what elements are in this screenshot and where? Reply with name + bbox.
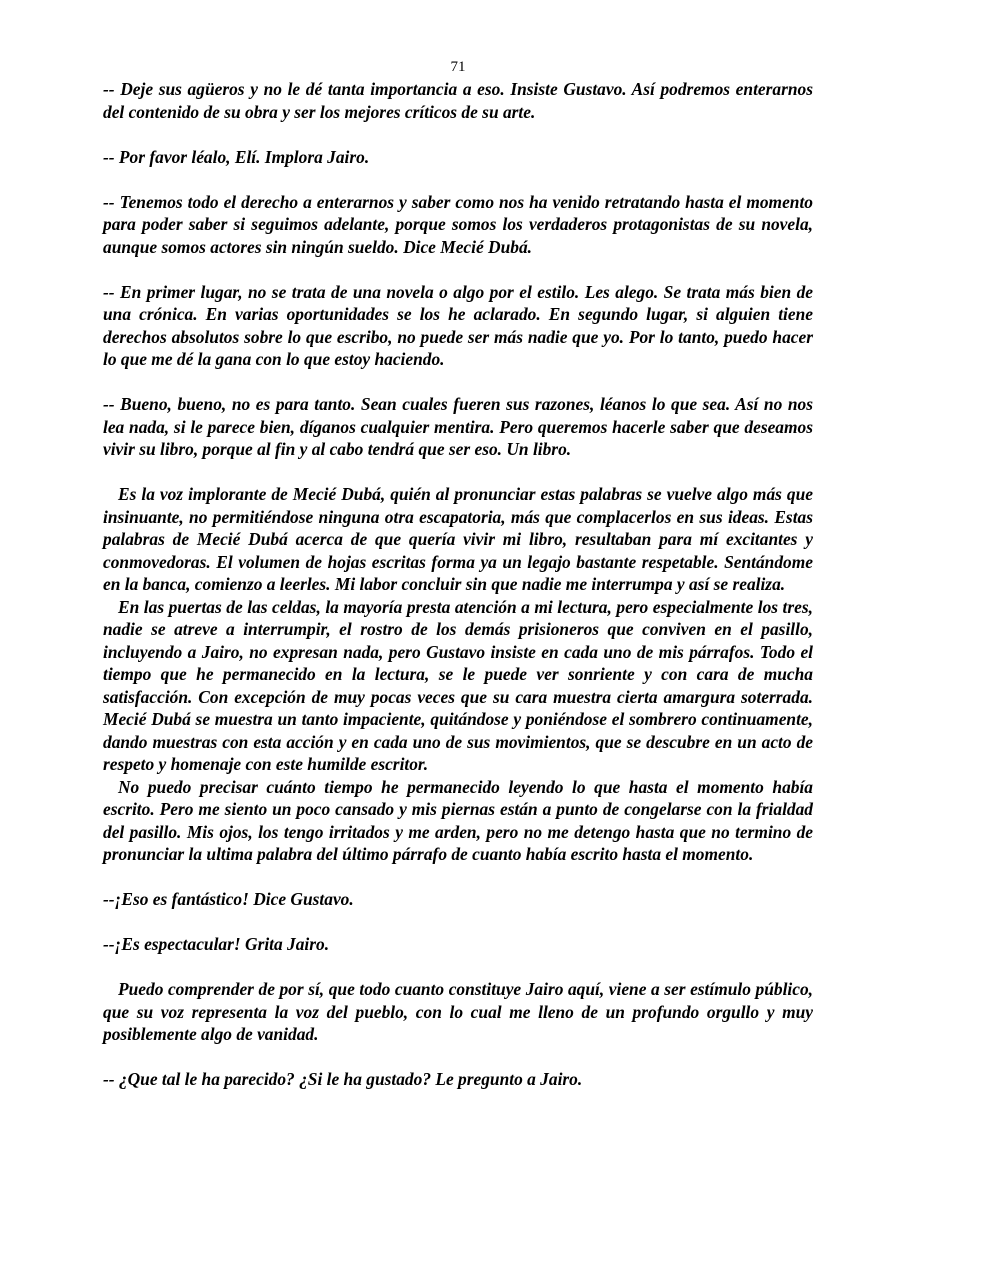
paragraph: -- Bueno, bueno, no es para tanto. Sean cuales fueren sus razones, léanos lo que sea. Así no nos lea nada, si le parece bien, díganos cualquier mentira. Pero queremos hacerle saber que deseamos vivir su libro, porque al fin y al cabo tendrá que ser eso. Un libro. <box>103 394 813 459</box>
paragraph: En las puertas de las celdas, la mayoría presta atención a mi lectura, pero especialmente los tres, nadie se atreve a interrumpir, el rostro de los demás prisioneros que conviven en el pasillo, incluyendo a Jairo, no expresan nada, pero Gustavo insiste en cada uno de mis párrafos. Todo el tiempo que he permanecido en la lectura, se le puede ver sonriente y con cara de mucha satisfacción. Con excepción de muy pocas veces que su cara muestra cierta amargura soterrada. Mecié Dubá se muestra un tanto impaciente, quitándose y poniéndose el sombrero continuamente, dando muestras con esta acción y en cada uno de sus movimientos, que se descubre en un acto de respeto y homenaje con este humilde escritor. <box>103 596 813 774</box>
paragraph: --¡Eso es fantástico! Dice Gustavo. <box>103 889 354 909</box>
paragraph: -- En primer lugar, no se trata de una novela o algo por el estilo. Les alego. Se trata más bien de una crónica. En varias oportunidades se los he aclarado. En segundo lugar, si alguien tiene derechos absolutos sobre lo que escribo, no puede ser más nadie que yo. Por lo tanto, puedo hacer lo que me dé la gana con lo que estoy haciendo. <box>103 281 813 369</box>
paragraph: --¡Es espectacular! Grita Jairo. <box>103 934 330 954</box>
paragraph: No puedo precisar cuánto tiempo he permanecido leyendo lo que hasta el momento había escrito. Pero me siento un poco cansado y mis piernas están a punto de congelarse con la frialdad del pasillo. Mis ojos, los tengo irritados y me arden, pero no me detengo hasta que no termino de pronunciar la ultima palabra del último párrafo de cuanto había escrito hasta el momento. <box>103 776 813 864</box>
paragraph: -- Por favor léalo, Elí. Implora Jairo. <box>103 146 370 167</box>
paragraph: -- ¿Que tal le ha parecido? ¿Si le ha gustado? Le pregunto a Jairo. <box>103 1069 583 1089</box>
body-text <box>103 78 813 1091</box>
page-number: 71 <box>450 59 466 75</box>
paragraph: Puedo comprender de por sí, que todo cuanto constituye Jairo aquí, viene a ser estímulo público, que su voz representa la voz del pueblo, con lo cual me lleno de un profundo orgullo y muy posiblemente algo de vanidad. <box>103 979 813 1044</box>
paragraph: Es la voz implorante de Mecié Dubá, quién al pronunciar estas palabras se vuelve algo más que insinuante, no permitiéndose ninguna otra escapatoria, más que complacerlos en sus ideas. Estas palabras de Mecié Dubá acerca de que quería vivir mi libro, resultaban para mí excitantes y conmovedoras. El volumen de hojas escritas forma ya un legajo bastante respetable. Sentándome en la banca, comienzo a leerles. Mi labor concluir sin que nadie me interrumpa y así se realiza. <box>103 484 813 594</box>
paragraph: -- Deje sus agüeros y no le dé tanta importancia a eso. Insiste Gustavo. Así podremos enterarnos del contenido de su obra y ser los mejores críticos de su arte. <box>103 79 813 122</box>
paragraph: -- Tenemos todo el derecho a enterarnos y saber como nos ha venido retratando hasta el momento para poder saber si seguimos adelante, porque somos los verdaderos protagonistas de su novela, aunque somos actores sin ningún sueldo. Dice Mecié Dubá. <box>103 191 813 257</box>
